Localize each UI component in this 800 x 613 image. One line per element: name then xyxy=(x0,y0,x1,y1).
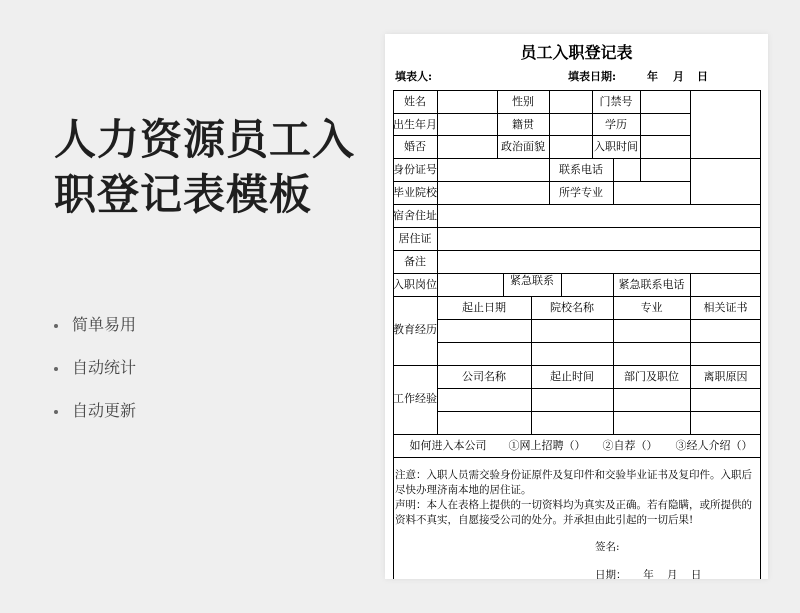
label-emergency-contact: 紧急联系 xyxy=(510,274,554,287)
label-remarks: 备注 xyxy=(404,255,426,268)
edu-header-period: 起止日期 xyxy=(462,301,506,314)
fill-date-label: 填表日期: xyxy=(568,70,617,83)
label-id-number: 身份证号 xyxy=(393,163,437,176)
label-residence-permit: 居住证 xyxy=(398,232,432,245)
source-option-referral: ③经人介绍（） xyxy=(675,439,753,452)
row-line xyxy=(437,342,761,343)
signature-date: 日期： 年 月 日 xyxy=(595,569,702,579)
feature-item xyxy=(54,396,136,439)
row-line xyxy=(393,204,761,205)
row-line xyxy=(437,319,761,320)
form-title: 员工入职登记表 xyxy=(520,43,633,62)
label-school: 毕业院校 xyxy=(393,186,437,199)
label-phone: 联系电话 xyxy=(559,163,603,176)
label-name: 姓名 xyxy=(404,95,426,108)
bullet-icon xyxy=(54,324,58,328)
declaration-text: 声明：本人在表格上提供的一切资料均为真实及正确。若有隐瞒，或所提供的资料不真实，自愿接受公司的处分。并承担由此引起的一切后果! xyxy=(395,499,752,526)
label-emergency-phone: 紧急联系电话 xyxy=(618,278,685,291)
label-dorm-address: 宿舍住址 xyxy=(393,209,437,222)
col-line xyxy=(690,90,691,204)
promo-title xyxy=(54,112,355,222)
bullet-icon xyxy=(54,367,58,371)
col-line xyxy=(613,158,614,204)
label-birth: 出生年月 xyxy=(393,118,437,131)
bullet-icon xyxy=(54,410,58,414)
col-line xyxy=(640,90,641,181)
edu-header-certificate: 相关证书 xyxy=(703,301,748,314)
promo-title-line-1: 人力资源员工入 xyxy=(54,115,356,164)
work-header-department: 部门及职位 xyxy=(624,370,679,383)
source-option-self: ②自荐（） xyxy=(602,439,658,452)
label-gender: 性别 xyxy=(512,95,534,108)
fill-date-year: 年 xyxy=(647,70,658,83)
feature-item xyxy=(54,353,136,396)
label-education-history: 教育经历 xyxy=(393,323,437,336)
label-work-experience: 工作经验 xyxy=(393,392,437,405)
feature-label: 简单易用 xyxy=(72,315,137,334)
fill-date-month: 月 xyxy=(673,70,684,83)
row-line xyxy=(393,227,761,228)
work-header-period: 起止时间 xyxy=(550,370,594,383)
fill-date-day: 日 xyxy=(697,70,708,83)
form-preview xyxy=(385,34,768,579)
label-education: 学历 xyxy=(605,118,627,131)
edu-header-major: 专业 xyxy=(640,301,663,314)
feature-list xyxy=(54,310,136,439)
promo-title-line-2: 职登记表模板 xyxy=(54,170,313,219)
label-position: 入职岗位 xyxy=(393,278,437,291)
notice-text: 注意：入职人员需交验身份证原件及复印件和交验毕业证书及复印件。入职后尽快办理济南本地的居住证。 xyxy=(395,469,752,496)
row-line xyxy=(393,273,761,274)
col-line xyxy=(690,273,691,296)
label-access-no: 门禁号 xyxy=(599,95,633,108)
feature-item xyxy=(54,310,136,353)
label-major: 所学专业 xyxy=(559,186,603,199)
work-header-company: 公司名称 xyxy=(462,370,506,383)
signature-label: 签名: xyxy=(595,541,620,553)
col-line xyxy=(437,204,438,273)
edu-header-school: 院校名称 xyxy=(550,301,594,314)
col-line xyxy=(549,90,550,158)
row-line xyxy=(437,411,761,412)
filler-label: 填表人: xyxy=(395,70,433,83)
source-option-online: ①网上招聘（） xyxy=(508,439,586,452)
label-marital: 婚否 xyxy=(404,140,426,153)
label-source: 如何进入本公司 xyxy=(409,439,487,452)
col-line xyxy=(561,273,562,296)
row-line xyxy=(393,250,761,251)
label-politics: 政治面貌 xyxy=(501,140,545,153)
row-line xyxy=(393,457,761,458)
work-header-leave-reason: 离职原因 xyxy=(703,370,748,383)
label-join-date: 入职时间 xyxy=(594,140,638,153)
feature-label: 自动统计 xyxy=(72,358,137,377)
feature-label: 自动更新 xyxy=(72,401,137,420)
row-line xyxy=(437,388,761,389)
label-hometown: 籍贯 xyxy=(512,118,534,131)
